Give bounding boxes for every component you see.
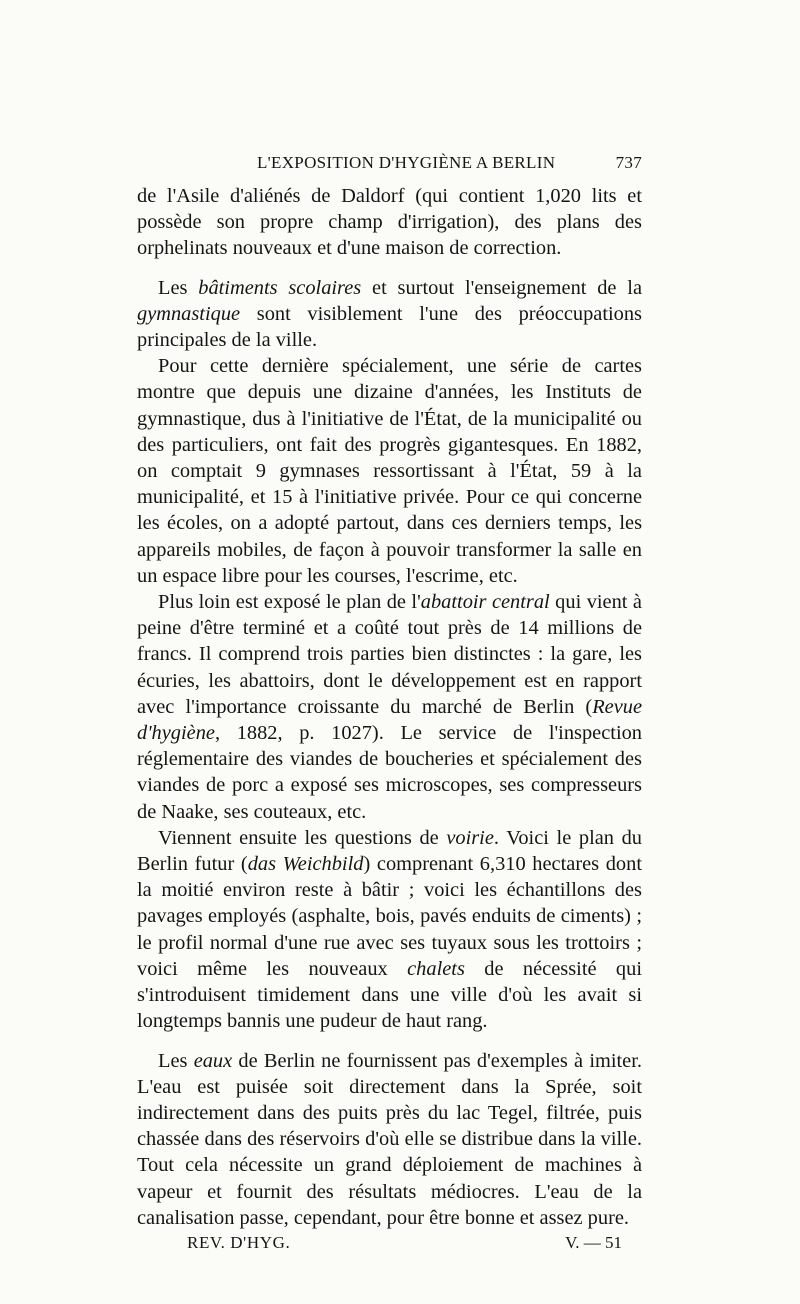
text-run: Plus loin est exposé le plan de l' — [158, 591, 421, 614]
text-run: ) comprenant 6,310 hectares dont la moitié environ reste à bâtir ; voici les échantillons des pavages employés (asphalte, bois, pavés enduits de ciments) ; le profil normal d'une rue avec ses tuyaux sous les trottoirs ; voici même les nouveaux — [137, 853, 642, 980]
running-title: L'EXPOSITION D'HYGIÈNE A BERLIN — [257, 153, 556, 172]
journal-signature: REV. D'HYG. — [187, 1232, 291, 1252]
text-run: de l'Asile d'aliénés de Daldorf (qui contient 1,020 lits et possède son propre champ d'irrigation), des plans des orphelinats nouveaux et d'une maison de correction. — [137, 185, 642, 260]
italic-term: gymnastique — [137, 302, 241, 325]
italic-term: Revue d'hygiène — [137, 695, 642, 745]
text-run: Les — [158, 276, 199, 299]
text-run: Viennent ensuite les questions de — [158, 826, 447, 849]
text-run: de nécessité qui s'introduisent timidement dans une ville d'où les avait si longtemps bannis une pudeur de haut rang. — [137, 957, 642, 1033]
text-run: , 1882, p. 1027). Le service de l'inspection réglementaire des viandes de boucheries et spécialement des viandes de porc a exposé ses microscopes, ses compresseurs de Naake, ses couteaux, etc. — [137, 722, 642, 823]
text-run: Pour cette dernière spécialement, une série de cartes montre que depuis une dizaine d'années, les Instituts de gymnastique, dus à l'initiative de l'État, de la municipalité ou des particuliers, ont fait des progrès gigantesques. En 1882, on comptait 9 gymnases ressortissant à l'État, 59 à la municipalité, et 15 à l'initiative privée. Pour ce qui concerne les écoles, on a adopté partout, dans ces derniers temps, les appareils mobiles, de façon à pouvoir transformer la salle en un espace libre pour les courses, l'escrime, etc. — [137, 355, 642, 587]
text-run: qui vient à peine d'être terminé et a coûté tout près de 14 millions de francs. Il comprend trois parties bien distinctes : la gare, les écuries, les abattoirs, dont le développement est en rapport avec l'importance croissante du marché de Berlin ( — [137, 591, 642, 718]
paragraph-5 — [137, 825, 642, 1035]
main-text — [137, 183, 642, 1231]
italic-term: chalets — [407, 957, 465, 980]
book-page — [137, 153, 642, 1261]
italic-term: eaux — [193, 1049, 233, 1072]
italic-term: bâtiments scolaires — [198, 276, 362, 299]
text-run: . Voici le plan du Berlin futur ( — [137, 826, 642, 876]
paragraph-3 — [137, 353, 642, 589]
italic-term: abattoir central — [420, 591, 550, 614]
paragraph-1 — [137, 183, 642, 262]
text-run: Les — [158, 1049, 194, 1072]
text-run: et surtout l'enseignement de la — [361, 276, 642, 299]
italic-term: das Weichbild — [247, 853, 364, 876]
text-run: sont visiblement l'une des préoccupations principales de la ville. — [137, 302, 642, 352]
text-run: de Berlin ne fournissent pas d'exemples à imiter. L'eau est puisée soit directement dans la Sprée, soit indirectement dans des puits près du lac Tegel, filtrée, puis chassée dans des réservoirs d'où elle se distribue dans la ville. Tout cela nécessite un grand déploiement de machines à vapeur et fournit des résultats médiocres. L'eau de la canalisation passe, cependant, pour être bonne et assez pure. — [137, 1049, 642, 1229]
page-number: 737 — [615, 153, 642, 172]
paragraph-6 — [137, 1048, 642, 1231]
running-header — [137, 153, 642, 183]
italic-term: voirie — [446, 826, 494, 849]
paragraph-2 — [137, 275, 642, 354]
sheet-signature: V. — 51 — [565, 1232, 622, 1252]
page-footer — [137, 1233, 642, 1261]
paragraph-4 — [137, 589, 642, 825]
